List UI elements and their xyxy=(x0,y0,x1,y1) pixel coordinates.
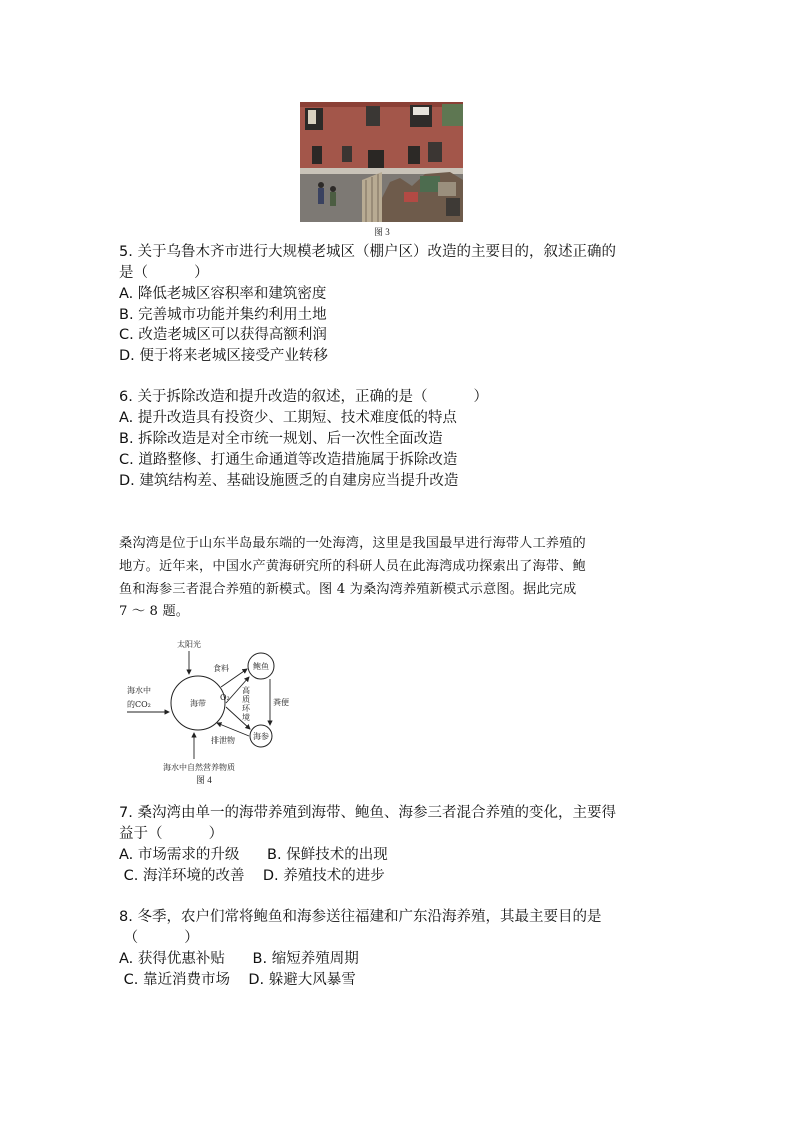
passage-line-4: 7 ～ 8 题。 xyxy=(119,604,190,619)
question-5-option-c: C. 改造老城区可以获得高额利润 xyxy=(119,327,327,343)
question-6-option-b: B. 拆除改造是对全市统一规划、后一次性全面改造 xyxy=(119,431,443,447)
question-7-stem-line-2: 益于（ ） xyxy=(119,826,224,842)
environment-char-1: 高 xyxy=(242,686,250,695)
question-8-options-line-1: A. 获得优惠补贴 B. 缩短养殖周期 xyxy=(119,951,359,967)
excreta-arrow xyxy=(217,723,249,736)
figure-4-caption: 图 4 xyxy=(196,775,212,785)
question-5-stem-line-2: 是（ ） xyxy=(119,265,209,281)
demolition-photo-illustration xyxy=(300,102,463,222)
abalone-label: 鲍鱼 xyxy=(253,662,269,671)
environment-char-2: 质 xyxy=(242,695,250,704)
sea-cucumber-label: 海参 xyxy=(253,732,269,741)
nutrients-label: 海水中自然营养物质 xyxy=(163,763,235,772)
question-6-option-c: C. 道路整修、打通生命通道等改造措施属于拆除改造 xyxy=(119,452,458,468)
sunlight-label: 太阳光 xyxy=(177,640,201,649)
question-6-option-d: D. 建筑结构差、基础设施匮乏的自建房应当提升改造 xyxy=(119,473,459,489)
co2-label-line-1: 海水中 xyxy=(127,686,151,695)
question-7-stem-line-1: 7. 桑沟湾由单一的海带养殖到海带、鲍鱼、海参三者混合养殖的变化，主要得 xyxy=(119,805,616,821)
question-8-stem-line-2: （ ） xyxy=(119,930,199,946)
figure-4-diagram xyxy=(125,635,289,785)
question-5-option-a: A. 降低老城区容积率和建筑密度 xyxy=(119,286,327,302)
question-5-option-d: D. 便于将来老城区接受产业转移 xyxy=(119,348,328,364)
kelp-label: 海带 xyxy=(190,699,206,708)
figure-3-caption: 图 3 xyxy=(374,227,390,237)
question-6-stem: 6. 关于拆除改造和提升改造的叙述，正确的是（ ） xyxy=(119,389,489,405)
passage-line-2: 地方。近年来，中国水产黄海研究所的科研人员在此海湾成功探索出了海带、鲍 xyxy=(119,559,586,574)
passage-line-1: 桑沟湾是位于山东半岛最东端的一处海湾，这里是我国最早进行海带人工养殖的 xyxy=(119,536,586,551)
figure-3-photo xyxy=(300,102,463,222)
question-8-options-line-2: C. 靠近消费市场 D. 躲避大风暴雪 xyxy=(119,972,356,988)
question-6-option-a: A. 提升改造具有投资少、工期短、技术难度低的特点 xyxy=(119,410,457,426)
question-7-options-line-1: A. 市场需求的升级 B. 保鲜技术的出现 xyxy=(119,847,388,863)
question-7-options-line-2: C. 海洋环境的改善 D. 养殖技术的进步 xyxy=(119,868,385,884)
o2-label: O₂ xyxy=(220,693,230,702)
environment-char-4: 境 xyxy=(242,713,250,722)
question-8-stem-line-1: 8. 冬季，农户们常将鲍鱼和海参送往福建和广东沿海养殖，其最主要目的是 xyxy=(119,909,602,925)
food-label: 食料 xyxy=(213,664,229,673)
question-5-option-b: B. 完善城市功能并集约利用土地 xyxy=(119,307,327,323)
question-5-stem-line-1: 5. 关于乌鲁木齐市进行大规模老城区（棚户区）改造的主要目的，叙述正确的 xyxy=(119,244,616,260)
passage-line-3: 鱼和海参三者混合养殖的新模式。图 4 为桑沟湾养殖新模式示意图。据此完成 xyxy=(119,582,577,597)
co2-label-line-2: 的CO₂ xyxy=(127,700,151,709)
feces-label: 粪便 xyxy=(273,698,289,707)
environment-char-3: 环 xyxy=(242,704,250,713)
excreta-label: 排泄物 xyxy=(211,736,235,745)
